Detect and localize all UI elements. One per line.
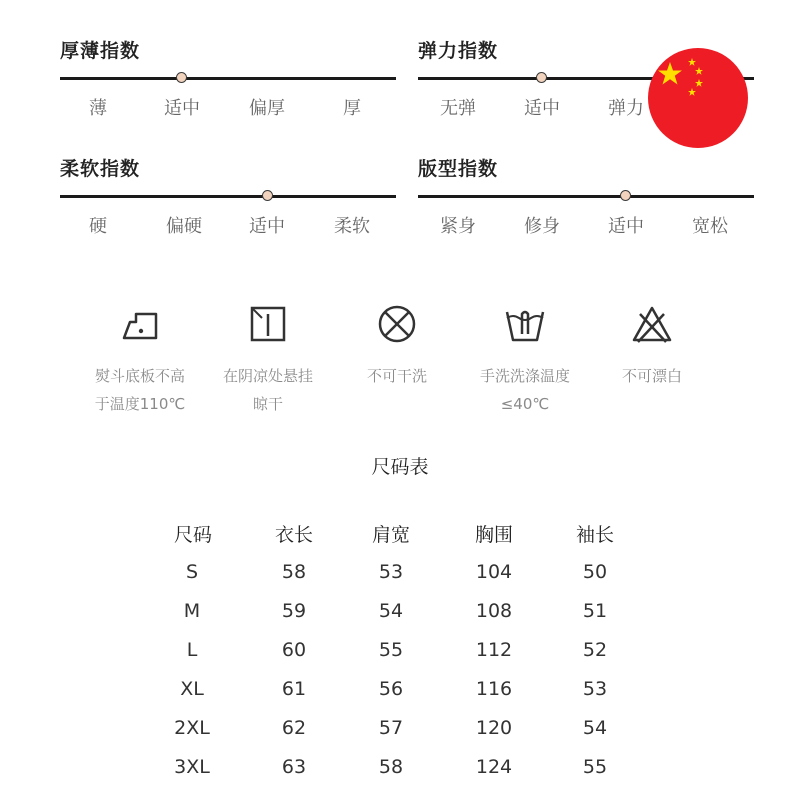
size-header-cell: 肩宽 (371, 524, 410, 546)
care-item-no-dry-clean (327, 300, 467, 390)
table-cell: 124 (475, 756, 513, 778)
table-cell: 53 (582, 678, 608, 700)
table-cell: 59 (281, 600, 307, 622)
table-cell: 58 (378, 756, 404, 778)
table-cell: 112 (475, 639, 513, 661)
table-cell: S (185, 561, 199, 583)
index-label: 硬 (89, 216, 107, 237)
table-cell: 57 (378, 717, 404, 739)
care-text-line: 熨斗底板不高 (94, 367, 185, 385)
index-label: 修身 (524, 216, 560, 237)
table-cell: 55 (582, 756, 608, 778)
table-cell: 54 (378, 600, 404, 622)
table-cell: 56 (378, 678, 404, 700)
care-text (455, 362, 595, 418)
table-cell: 3XL (174, 756, 210, 778)
size-header-cell: 胸围 (474, 524, 513, 546)
table-cell: 63 (281, 756, 307, 778)
index-title: 厚薄指数 (60, 40, 141, 62)
index-marker (536, 72, 547, 83)
table-cell: 51 (582, 600, 608, 622)
index-label: 偏厚 (249, 98, 285, 119)
care-item-iron (70, 300, 210, 418)
table-cell: 53 (378, 561, 404, 583)
table-cell: L (186, 639, 198, 661)
do-not-dry-clean-icon (373, 300, 421, 348)
table-cell: 116 (475, 678, 513, 700)
dry-in-shade-icon (244, 300, 292, 348)
table-cell: 55 (378, 639, 404, 661)
index-label: 薄 (89, 98, 107, 119)
care-text-line: 不可干洗 (366, 367, 427, 385)
table-cell: 2XL (174, 717, 210, 739)
care-text-line: 手洗洗涤温度 (479, 367, 570, 385)
care-item-no-bleach (582, 300, 722, 390)
index-scale-line (60, 77, 396, 80)
do-not-bleach-icon (628, 300, 676, 348)
index-label: 紧身 (440, 216, 476, 237)
index-label: 适中 (164, 98, 200, 119)
table-cell: 61 (281, 678, 307, 700)
index-title: 版型指数 (418, 158, 499, 180)
index-label: 柔软 (334, 216, 370, 237)
index-marker (176, 72, 187, 83)
table-cell: 104 (475, 561, 513, 583)
table-cell: 120 (475, 717, 513, 739)
care-item-hand-wash (455, 300, 595, 418)
index-label: 宽松 (692, 216, 728, 237)
table-cell: 108 (475, 600, 513, 622)
china-flag-graphic (648, 48, 748, 148)
care-text (198, 362, 338, 418)
care-text (327, 362, 467, 390)
size-header-cell: 袖长 (575, 524, 614, 546)
index-marker (262, 190, 273, 201)
index-scale-line (418, 195, 754, 198)
size-table-title: 尺码表 (371, 456, 429, 478)
index-label: 适中 (249, 216, 285, 237)
size-header-cell: 衣长 (274, 524, 313, 546)
index-label: 厚 (343, 98, 361, 119)
index-label: 无弹 (440, 98, 476, 119)
care-text (582, 362, 722, 390)
iron-icon (116, 300, 164, 348)
index-title: 柔软指数 (60, 158, 141, 180)
table-cell: XL (180, 678, 204, 700)
care-text-line: 不可漂白 (621, 367, 682, 385)
index-label: 偏硬 (166, 216, 202, 237)
index-title: 弹力指数 (418, 40, 499, 62)
care-text-line: 于温度110℃ (94, 395, 186, 413)
care-item-dry-in-shade (198, 300, 338, 418)
table-cell: 58 (281, 561, 307, 583)
china-flag-icon (648, 48, 748, 148)
table-cell: 60 (281, 639, 307, 661)
index-label: 弹力 (608, 98, 644, 119)
care-text-line: ≤40℃ (500, 395, 550, 413)
table-cell: 52 (582, 639, 608, 661)
index-scale-line (60, 195, 396, 198)
table-cell: 50 (582, 561, 608, 583)
index-label: 适中 (608, 216, 644, 237)
index-marker (620, 190, 631, 201)
table-cell: 54 (582, 717, 608, 739)
care-text-line: 晾干 (252, 395, 283, 413)
hand-wash-icon (501, 300, 549, 348)
care-text (70, 362, 210, 418)
index-label: 适中 (524, 98, 560, 119)
size-header-cell: 尺码 (173, 524, 212, 546)
care-text-line: 在阴凉处悬挂 (222, 367, 313, 385)
table-cell: M (183, 600, 201, 622)
table-cell: 62 (281, 717, 307, 739)
